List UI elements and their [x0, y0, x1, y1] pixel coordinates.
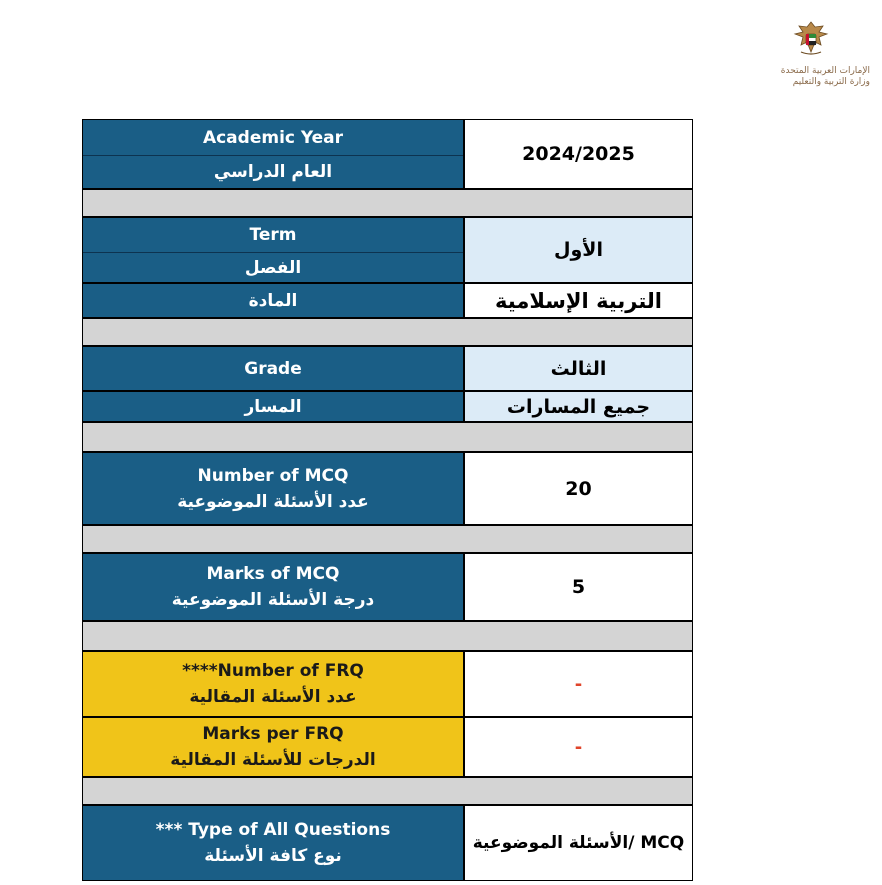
subject-label-ar: المادة	[248, 290, 298, 311]
academic-year-label-en: Academic Year	[202, 127, 344, 148]
row-frq-marks	[82, 717, 693, 777]
stream-label-ar: المسار	[244, 396, 302, 417]
ministry-logo	[752, 14, 870, 94]
separator-row	[82, 777, 693, 805]
row-grade	[82, 346, 693, 391]
term-label-en: Term	[249, 225, 297, 245]
exam-info-table	[82, 119, 693, 885]
logo-country-text: الإمارات العربية المتحدة	[780, 66, 870, 76]
term-label-cell	[82, 217, 464, 283]
logo-ministry-text: وزارة التربية والتعليم	[792, 77, 870, 87]
academic-year-value: 2024/2025	[522, 143, 635, 165]
mcq-marks-label-en: Marks of MCQ	[206, 564, 340, 584]
row-mcq-marks	[82, 553, 693, 621]
academic-year-label-ar: العام الدراسي	[213, 162, 333, 182]
frq-marks-value-cell	[464, 717, 693, 777]
subject-label-cell	[82, 283, 464, 318]
mcq-count-label-en: Number of MCQ	[197, 465, 349, 486]
question-type-label-en: *** Type of All Questions	[155, 820, 391, 840]
mcq-marks-value: 5	[571, 576, 586, 598]
mcq-count-label-cell	[82, 452, 464, 525]
separator-row	[82, 189, 693, 217]
mcq-marks-label-cell	[82, 553, 464, 621]
grade-label-en: Grade	[244, 358, 302, 379]
stream-value: جميع المسارات	[506, 395, 651, 418]
frq-marks-label-cell	[82, 717, 464, 777]
frq-count-value: -	[574, 673, 583, 695]
frq-count-label-en: ****Number of FRQ	[182, 661, 364, 681]
separator-row	[82, 525, 693, 553]
row-question-type	[82, 805, 693, 881]
row-subject	[82, 283, 693, 318]
row-frq-count	[82, 651, 693, 717]
mcq-marks-value-cell	[464, 553, 693, 621]
row-academic-year	[82, 119, 693, 189]
row-mcq-count	[82, 452, 693, 525]
row-term	[82, 217, 693, 283]
academic-year-label-cell	[82, 119, 464, 189]
stream-label-cell	[82, 391, 464, 422]
mcq-marks-label-ar: درجة الأسئلة الموضوعية	[171, 590, 375, 610]
frq-marks-value: -	[574, 736, 583, 758]
mcq-count-value: 20	[565, 477, 592, 500]
term-label-ar: الفصل	[244, 257, 302, 278]
stream-value-cell	[464, 391, 693, 422]
row-stream	[82, 391, 693, 422]
subject-value: التربية الإسلامية	[495, 288, 662, 313]
separator-row	[82, 422, 693, 452]
grade-value-cell	[464, 346, 693, 391]
question-type-label-cell	[82, 805, 464, 881]
term-value-cell	[464, 217, 693, 283]
grade-label-cell	[82, 346, 464, 391]
mcq-count-value-cell	[464, 452, 693, 525]
frq-marks-label-ar: الدرجات للأسئلة المقالية	[170, 750, 376, 770]
mcq-count-label-ar: عدد الأسئلة الموضوعية	[177, 491, 369, 512]
separator-row	[82, 318, 693, 346]
question-type-value: الأسئلة الموضوعية/ MCQ	[472, 833, 685, 853]
eagle-emblem-icon	[789, 18, 833, 58]
frq-count-value-cell	[464, 651, 693, 717]
term-value: الأول	[554, 239, 603, 261]
question-type-value-cell	[464, 805, 693, 881]
separator-row	[82, 621, 693, 651]
question-type-label-ar: نوع كافة الأسئلة	[204, 846, 342, 866]
frq-count-label-cell	[82, 651, 464, 717]
frq-count-label-ar: عدد الأسئلة المقالية	[189, 687, 357, 707]
frq-marks-label-en: Marks per FRQ	[202, 724, 344, 744]
grade-value: الثالث	[550, 357, 607, 380]
subject-value-cell	[464, 283, 693, 318]
academic-year-value-cell	[464, 119, 693, 189]
